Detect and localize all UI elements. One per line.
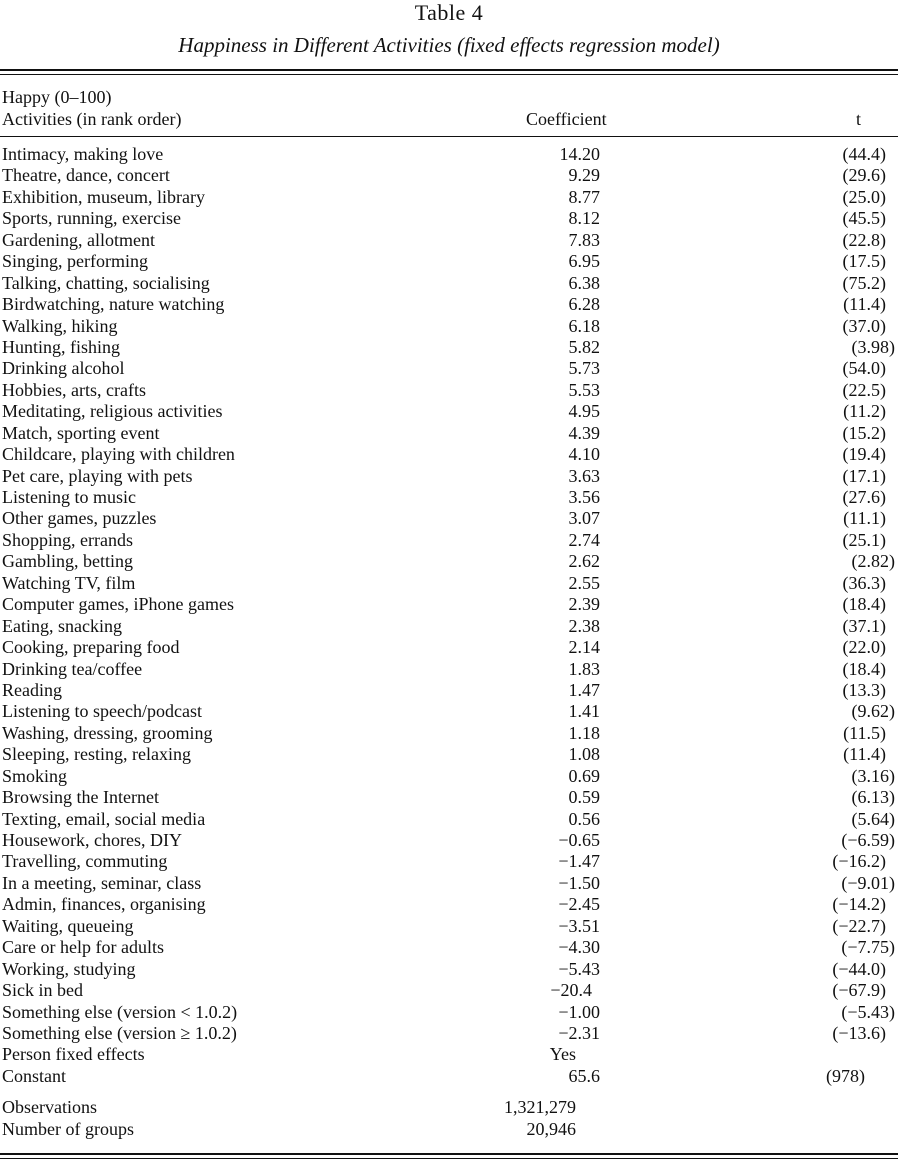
coefficient-value: 3.56: [568, 487, 600, 507]
t-statistic-value: (−13.6): [832, 1022, 886, 1043]
table-row: [0, 809, 898, 830]
table-row: [0, 723, 898, 744]
activity-label: Admin, finances, organising: [2, 894, 206, 915]
top-rule-thin: [0, 74, 898, 75]
coefficient-value: 5.82: [568, 336, 600, 357]
activity-label: Singing, performing: [2, 251, 148, 272]
t-statistic-value: (5.64): [851, 808, 895, 829]
table-row: [0, 316, 898, 337]
coefficient-value: −1.47: [558, 851, 600, 872]
coefficient-value: 8.77: [568, 186, 600, 207]
coefficient-value: 6.95: [568, 251, 600, 272]
t-statistic-value: (9.62): [851, 701, 895, 722]
t-statistic-value: (−14.2): [832, 894, 886, 915]
activity-label: Walking, hiking: [2, 315, 118, 336]
activity-label: Something else (version ≥ 1.0.2): [2, 1022, 237, 1043]
coefficient-value: 5.73: [568, 358, 600, 379]
t-statistic-value: (37.1): [842, 615, 886, 636]
t-statistic-value: (22.5): [842, 379, 886, 400]
table-row: [0, 508, 898, 529]
coefficient-value: 6.28: [568, 294, 600, 315]
activity-label: Gambling, betting: [2, 551, 133, 572]
activity-label: Washing, dressing, grooming: [2, 722, 213, 743]
table-row: [0, 551, 898, 572]
activity-label: Working, studying: [2, 958, 136, 979]
t-statistic-value: (−67.9): [832, 980, 886, 1001]
table-row: [0, 444, 898, 465]
t-statistic-value: (17.5): [842, 251, 886, 272]
table-row: [0, 187, 898, 208]
activity-label: Match, sporting event: [2, 422, 160, 443]
table-row: [0, 873, 898, 894]
t-statistic-value: (11.5): [843, 722, 886, 743]
activity-label: Sick in bed: [2, 980, 83, 1001]
coefficient-value: −5.43: [558, 958, 600, 979]
coefficient-value: 2.55: [568, 572, 600, 593]
t-statistic-value: (6.13): [851, 787, 895, 808]
coefficient-value: 1.83: [568, 658, 600, 679]
coefficient-value: 1.41: [568, 701, 600, 722]
table-row: [0, 744, 898, 765]
coefficient-value: 6.38: [568, 272, 600, 293]
t-statistic-value: (−5.43): [841, 1001, 895, 1022]
coefficient-value: −3.51: [558, 915, 600, 936]
coefficient-value: 2.38: [568, 615, 600, 636]
coefficient-value: 4.10: [568, 444, 600, 465]
t-statistic-value: (22.0): [842, 637, 886, 658]
t-statistic-value: (−22.7): [832, 915, 886, 936]
t-statistic-value: (17.1): [842, 465, 886, 486]
table-row: [0, 787, 898, 808]
table-row: [0, 230, 898, 251]
activity-label: Browsing the Internet: [2, 787, 159, 808]
coefficient-value: 0.59: [568, 787, 600, 808]
table-body: [0, 144, 898, 1087]
coefficient-value: 1.08: [568, 744, 600, 765]
activity-label: Shopping, errands: [2, 529, 133, 550]
table-row: [0, 701, 898, 722]
t-statistic-value: (25.0): [842, 186, 886, 207]
t-statistic-value: (−7.75): [841, 937, 895, 958]
t-column-header: t: [856, 109, 862, 129]
activity-label: Care or help for adults: [2, 937, 164, 958]
table-row: [0, 358, 898, 379]
table-row: [0, 294, 898, 315]
t-statistic-value: (−6.59): [841, 830, 895, 850]
activity-label: Travelling, commuting: [2, 851, 168, 872]
summary-label: Observations: [2, 1097, 97, 1117]
t-statistic-value: (11.4): [843, 294, 886, 315]
top-rule-thick: [0, 69, 898, 71]
activity-label: Pet care, playing with pets: [2, 465, 193, 486]
table-number: Table 4: [414, 0, 484, 25]
t-statistic-value: (29.6): [842, 165, 886, 186]
t-statistic-value: (−16.2): [832, 851, 886, 872]
table-row: [0, 165, 898, 186]
table-row: [0, 637, 898, 658]
coefficient-value: −4.30: [558, 937, 600, 958]
summary-row: [0, 1097, 898, 1119]
table-row: [0, 208, 898, 229]
coefficient-value: 7.83: [568, 229, 600, 250]
table-row: [0, 916, 898, 937]
t-statistic-value: (37.0): [842, 315, 886, 336]
activity-label: In a meeting, seminar, class: [2, 872, 202, 893]
table-row: [0, 401, 898, 422]
t-statistic-value: (22.8): [842, 229, 886, 250]
table-row: [0, 144, 898, 165]
coefficient-value: 6.18: [568, 315, 600, 336]
activity-label: Childcare, playing with children: [2, 444, 235, 465]
coefficient-value: −2.31: [558, 1022, 600, 1043]
table-row: [0, 251, 898, 272]
table-row: [0, 980, 898, 1001]
table-row: [0, 573, 898, 594]
table-row: [0, 937, 898, 958]
activity-label: Cooking, preparing food: [2, 637, 180, 658]
table-row: [0, 1066, 898, 1087]
t-statistic-value: (−44.0): [832, 958, 886, 979]
t-statistic-value: (25.1): [842, 529, 886, 550]
coefficient-value: 65.6: [568, 1065, 600, 1086]
coefficient-value: 2.74: [568, 529, 600, 550]
coefficient-value: 2.39: [568, 594, 600, 615]
coefficient-value: Yes: [549, 1044, 576, 1065]
activity-label: Theatre, dance, concert: [2, 165, 170, 186]
coefficient-value: −1.50: [558, 872, 600, 893]
table-row: [0, 616, 898, 637]
t-statistic-value: (978): [826, 1065, 865, 1086]
coefficient-column-header: Coefficient: [526, 109, 607, 129]
summary-value: 20,946: [526, 1118, 576, 1139]
table-summary: [0, 1097, 898, 1140]
t-statistic-value: (18.4): [842, 658, 886, 679]
t-statistic-value: (−9.01): [841, 872, 895, 893]
activity-label: Listening to music: [2, 487, 136, 507]
activity-label: Drinking tea/coffee: [2, 658, 143, 679]
activity-label: Gardening, allotment: [2, 229, 155, 250]
activity-label: Eating, snacking: [2, 615, 122, 636]
table-row: [0, 959, 898, 980]
t-statistic-value: (75.2): [842, 272, 886, 293]
activity-label: Talking, chatting, socialising: [2, 272, 210, 293]
header-rule: [0, 136, 898, 137]
activity-label: Hobbies, arts, crafts: [2, 379, 146, 400]
t-statistic-value: (19.4): [842, 444, 886, 465]
coefficient-value: −2.45: [558, 894, 600, 915]
activity-label: Other games, puzzles: [2, 508, 157, 529]
activity-label: Exhibition, museum, library: [2, 186, 205, 207]
activity-label: Smoking: [2, 765, 68, 786]
t-statistic-value: (3.16): [851, 765, 895, 786]
t-statistic-value: (18.4): [842, 594, 886, 615]
t-statistic-value: (2.82): [851, 551, 895, 572]
coefficient-value: 4.39: [568, 422, 600, 443]
t-statistic-value: (11.1): [843, 508, 886, 529]
table-row: [0, 273, 898, 294]
activity-label: Housework, chores, DIY: [2, 830, 182, 850]
summary-value: 1,321,279: [504, 1097, 576, 1117]
table-title: Happiness in Different Activities (fixed effects regression model): [178, 33, 720, 57]
t-statistic-value: (45.5): [842, 208, 886, 229]
activity-label: Birdwatching, nature watching: [2, 294, 225, 315]
coefficient-value: −20.4: [550, 980, 592, 1001]
table-row: [0, 466, 898, 487]
table-row: [0, 1023, 898, 1044]
coefficient-value: 3.07: [568, 508, 600, 529]
table-row: [0, 851, 898, 872]
coefficient-value: 0.56: [568, 808, 600, 829]
dependent-variable-label: Happy (0–100): [2, 87, 112, 107]
activity-label: Waiting, queueing: [2, 915, 134, 936]
activities-column-header: Activities (in rank order): [2, 109, 182, 129]
summary-row: [0, 1119, 898, 1141]
coefficient-value: 4.95: [568, 401, 600, 422]
activity-label: Drinking alcohol: [2, 358, 125, 379]
activity-label: Something else (version < 1.0.2): [2, 1001, 238, 1022]
t-statistic-value: (44.4): [842, 144, 886, 164]
activity-label: Computer games, iPhone games: [2, 594, 234, 615]
activity-label: Person fixed effects: [2, 1044, 145, 1065]
coefficient-value: 9.29: [568, 165, 600, 186]
t-statistic-value: (15.2): [842, 422, 886, 443]
coefficient-value: −1.00: [558, 1001, 600, 1022]
summary-label: Number of groups: [2, 1118, 134, 1139]
activity-label: Listening to speech/podcast: [2, 701, 202, 722]
activity-label: Texting, email, social media: [2, 808, 206, 829]
table-row: [0, 337, 898, 358]
coefficient-value: 2.14: [568, 637, 600, 658]
coefficient-value: 14.20: [559, 144, 600, 164]
table-row: [0, 594, 898, 615]
coefficient-value: 8.12: [568, 208, 600, 229]
t-statistic-value: (11.2): [843, 401, 886, 422]
t-statistic-value: (11.4): [843, 744, 886, 765]
t-statistic-value: (27.6): [842, 487, 886, 507]
coefficient-value: 3.63: [568, 465, 600, 486]
table-row: [0, 1044, 898, 1065]
table-row: [0, 830, 898, 851]
bottom-rule-thick: [0, 1153, 898, 1155]
t-statistic-value: (36.3): [842, 572, 886, 593]
table-row: [0, 766, 898, 787]
activity-label: Sports, running, exercise: [2, 208, 181, 229]
activity-label: Sleeping, resting, relaxing: [2, 744, 191, 765]
bottom-rule-thin: [0, 1158, 898, 1159]
t-statistic-value: (3.98): [851, 336, 895, 357]
t-statistic-value: (54.0): [842, 358, 886, 379]
activity-label: Meditating, religious activities: [2, 401, 223, 422]
activity-label: Hunting, fishing: [2, 336, 121, 357]
coefficient-value: −0.65: [558, 830, 600, 850]
table-row: [0, 423, 898, 444]
table-row: [0, 1002, 898, 1023]
coefficient-value: 1.18: [568, 722, 600, 743]
activity-label: Watching TV, film: [2, 572, 136, 593]
coefficient-value: 2.62: [568, 551, 600, 572]
table-row: [0, 680, 898, 701]
coefficient-value: 0.69: [568, 765, 600, 786]
table-row: [0, 894, 898, 915]
activity-label: Intimacy, making love: [2, 144, 164, 164]
table-row: [0, 530, 898, 551]
t-statistic-value: (13.3): [842, 679, 886, 700]
activity-label: Reading: [2, 679, 62, 700]
table-row: [0, 487, 898, 508]
table-row: [0, 380, 898, 401]
table-row: [0, 659, 898, 680]
coefficient-value: 5.53: [568, 379, 600, 400]
coefficient-value: 1.47: [568, 679, 600, 700]
activity-label: Constant: [2, 1065, 67, 1086]
